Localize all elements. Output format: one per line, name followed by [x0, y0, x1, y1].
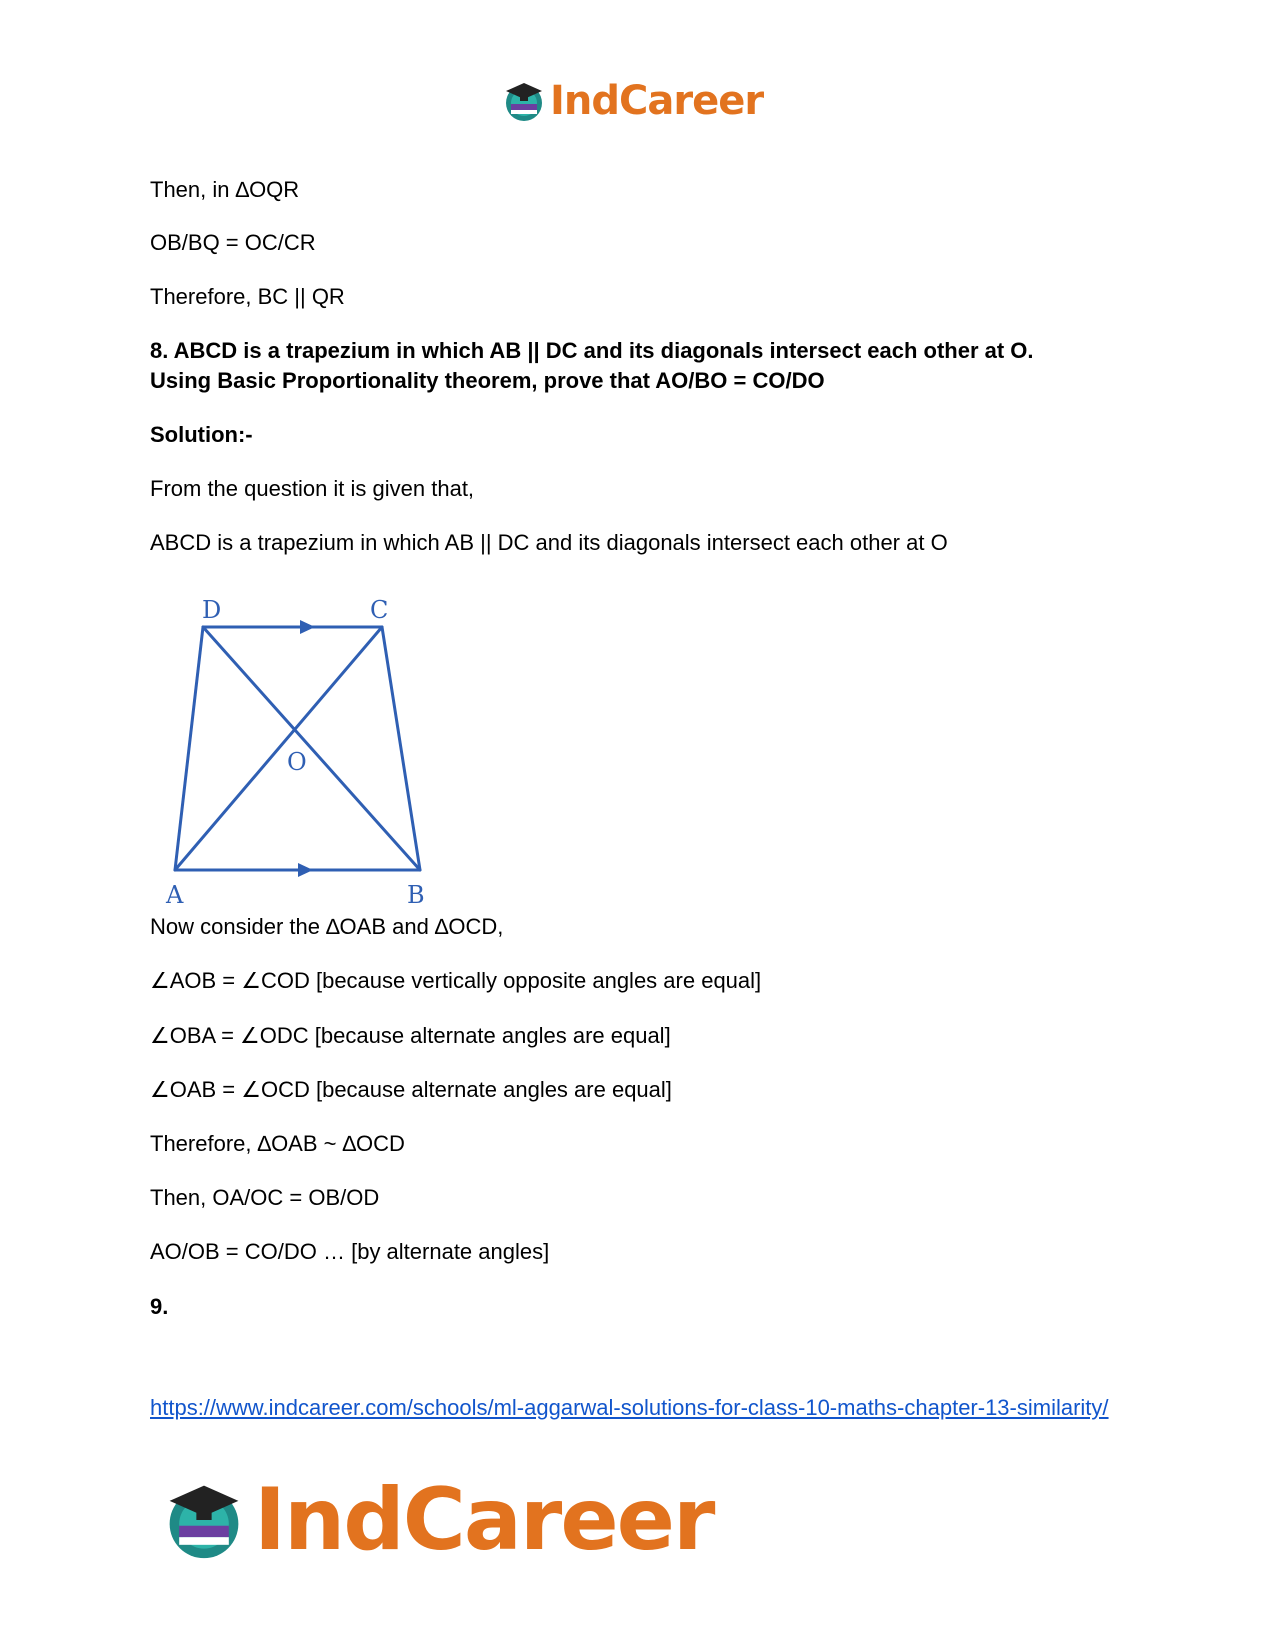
question-8-line-1: 8. ABCD is a trapezium in which AB || DC and its diagonals intersect each other at O.: [150, 338, 1034, 363]
graduation-cap-book-globe-icon: [162, 1478, 246, 1562]
footer-logo: [162, 1470, 713, 1570]
proof-line: Then, OA/OC = OB/OD: [150, 1185, 380, 1210]
label-d: D: [202, 596, 222, 624]
brand-name: IndCareer: [550, 78, 764, 124]
text-line: Therefore, BC || QR: [150, 284, 345, 309]
source-link[interactable]: https://www.indcareer.com/schools/ml-aggarwal-solutions-for-class-10-maths-chapter-13-similarity/: [150, 1395, 1109, 1420]
question-9-label: 9.: [150, 1294, 169, 1319]
arrow-ab: [298, 863, 313, 877]
arrow-dc: [300, 620, 315, 634]
question-8-line-2: Using Basic Proportionality theorem, prove that AO/BO = CO/DO: [150, 368, 825, 393]
text-line: Then, in ∆OQR: [150, 177, 300, 202]
proof-line: ∠AOB = ∠COD [because vertically opposite angles are equal]: [150, 968, 762, 993]
proof-line: AO/OB = CO/DO … [by alternate angles]: [150, 1239, 550, 1264]
diagonal-ca: [175, 627, 382, 870]
proof-line: Now consider the ∆OAB and ∆OCD,: [150, 914, 504, 939]
label-c: C: [370, 596, 389, 624]
label-b: B: [407, 881, 425, 909]
text-line: OB/BQ = OC/CR: [150, 230, 316, 255]
label-o: O: [287, 748, 307, 776]
side-da: [175, 627, 203, 870]
trapezium-figure: [160, 590, 450, 910]
header-logo: [502, 78, 763, 124]
proof-line: ∠OAB = ∠OCD [because alternate angles are equal]: [150, 1077, 672, 1102]
given-intro: From the question it is given that,: [150, 476, 475, 501]
given-statement: ABCD is a trapezium in which AB || DC and its diagonals intersect each other at O: [150, 530, 948, 555]
solution-label: Solution:-: [150, 422, 253, 447]
proof-line: Therefore, ∆OAB ~ ∆OCD: [150, 1131, 405, 1156]
label-a: A: [166, 881, 184, 909]
proof-line: ∠OBA = ∠ODC [because alternate angles are equal]: [150, 1023, 671, 1048]
graduation-cap-book-globe-icon: [502, 79, 546, 123]
brand-name: IndCareer: [254, 1470, 714, 1570]
